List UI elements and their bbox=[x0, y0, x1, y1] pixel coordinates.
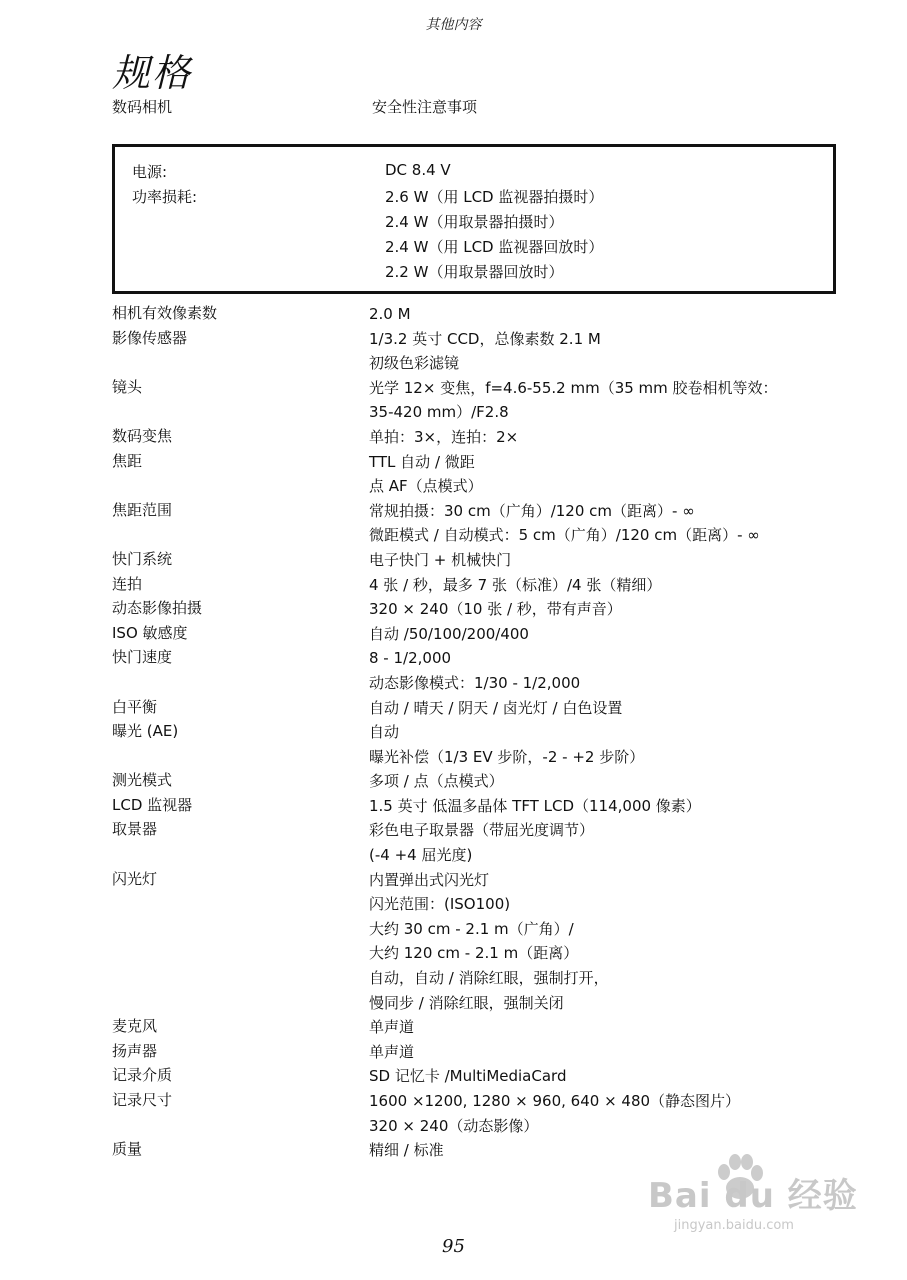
spec-row bbox=[112, 327, 842, 376]
spec-row bbox=[112, 573, 842, 598]
spec-value-line: 多项 / 点（点模式） bbox=[369, 772, 504, 791]
subheading-safety-notes: 安全性注意事项 bbox=[372, 98, 478, 116]
spec-value-line: 1600 ×1200, 1280 × 960, 640 × 480（静态图片） bbox=[369, 1092, 741, 1110]
power-row bbox=[115, 211, 833, 236]
spec-row bbox=[112, 696, 842, 721]
spec-row bbox=[112, 597, 842, 622]
spec-value bbox=[369, 425, 842, 450]
spec-row bbox=[112, 769, 842, 794]
spec-label: 记录介质 bbox=[112, 1066, 173, 1085]
power-row bbox=[115, 186, 833, 211]
spec-label: LCD 监视器 bbox=[112, 795, 193, 814]
spec-value-line: TTL 自动 / 微距 bbox=[369, 452, 475, 471]
spec-value bbox=[369, 794, 842, 819]
spec-label: 连拍 bbox=[112, 574, 143, 593]
spec-value-line: 4 张 / 秒，最多 7 张（标准）/4 张（精细） bbox=[369, 575, 662, 594]
spec-value-line: 2.0 M bbox=[369, 305, 411, 323]
power-spec-box bbox=[112, 144, 836, 294]
power-value: 2.2 W（用取景器回放时） bbox=[385, 263, 564, 281]
spec-label: 质量 bbox=[112, 1140, 143, 1159]
spec-row bbox=[112, 868, 842, 1016]
baidu-jingyan-watermark bbox=[640, 1148, 860, 1258]
spec-label: 数码变焦 bbox=[112, 426, 173, 445]
spec-value bbox=[369, 548, 842, 573]
power-value: DC 8.4 V bbox=[385, 161, 451, 179]
spec-value bbox=[369, 573, 842, 598]
spec-row bbox=[112, 794, 842, 819]
spec-row bbox=[112, 1064, 842, 1089]
spec-row bbox=[112, 818, 842, 867]
spec-row bbox=[112, 1089, 842, 1138]
spec-value-line: 曝光补偿（1/3 EV 步阶，-2 - +2 步阶） bbox=[369, 747, 645, 766]
spec-value bbox=[369, 818, 842, 867]
spec-label: 扬声器 bbox=[112, 1041, 158, 1060]
spec-value-line: 1.5 英寸 低温多晶体 TFT LCD（114,000 像素） bbox=[369, 796, 701, 815]
spec-label: 镜头 bbox=[112, 377, 143, 396]
spec-value-line: 点 AF（点模式） bbox=[369, 477, 483, 496]
page-number: 95 bbox=[442, 1236, 465, 1257]
spec-value-line: 自动 / 晴天 / 阴天 / 卤光灯 / 白色设置 bbox=[369, 698, 623, 717]
spec-row bbox=[112, 720, 842, 769]
spec-value-line: 慢同步 / 消除红眼，强制关闭 bbox=[369, 993, 564, 1012]
power-label: 功率损耗: bbox=[132, 188, 198, 206]
spec-label: 焦距范围 bbox=[112, 500, 173, 519]
spec-value-line: 电子快门 + 机械快门 bbox=[369, 550, 512, 569]
spec-value-line: 微距模式 / 自动模式：5 cm（广角）/120 cm（距离）- ∞ bbox=[369, 526, 760, 545]
spec-row bbox=[112, 450, 842, 499]
spec-value-line: 大约 30 cm - 2.1 m（广角）/ bbox=[369, 919, 574, 938]
spec-label: 记录尺寸 bbox=[112, 1091, 173, 1109]
spec-row bbox=[112, 1015, 842, 1040]
spec-value-line: 自动，自动 / 消除红眼，强制打开， bbox=[369, 969, 609, 988]
spec-value bbox=[369, 376, 842, 425]
spec-value bbox=[369, 1015, 842, 1040]
spec-label: 白平衡 bbox=[112, 697, 158, 716]
subheading-digital-camera: 数码相机 bbox=[112, 98, 173, 116]
spec-label: 动态影像拍摄 bbox=[112, 599, 203, 618]
power-row bbox=[115, 161, 833, 186]
spec-value-line: 初级色彩滤镜 bbox=[369, 354, 460, 373]
spec-label: 快门速度 bbox=[112, 648, 173, 667]
spec-value-line: SD 记忆卡 /MultiMediaCard bbox=[369, 1067, 567, 1086]
spec-value-line: 内置弹出式闪光灯 bbox=[369, 870, 490, 889]
power-label: 电源: bbox=[132, 163, 168, 181]
spec-value-line: 单声道 bbox=[369, 1042, 415, 1061]
spec-value-line: 闪光范围：(ISO100) bbox=[369, 895, 511, 914]
spec-value-line: 大约 120 cm - 2.1 m（距离） bbox=[369, 944, 579, 963]
watermark-logo-text: Bai du 经验 bbox=[648, 1176, 858, 1216]
power-value: 2.4 W（用 LCD 监视器回放时） bbox=[385, 238, 604, 256]
spec-value-line: 常规拍摄：30 cm（广角）/120 cm（距离）- ∞ bbox=[369, 501, 695, 520]
spec-value bbox=[369, 769, 842, 794]
spec-value-line: (-4 +4 屈光度) bbox=[369, 846, 473, 865]
spec-value-line: 单声道 bbox=[369, 1018, 415, 1037]
spec-value-line: 精细 / 标准 bbox=[369, 1141, 444, 1160]
spec-label: 取景器 bbox=[112, 820, 158, 839]
power-value: 2.4 W（用取景器拍摄时） bbox=[385, 213, 564, 231]
spec-value bbox=[369, 868, 842, 1016]
spec-value-line: 1/3.2 英寸 CCD，总像素数 2.1 M bbox=[369, 329, 601, 348]
spec-value-line: 35-420 mm）/F2.8 bbox=[369, 403, 509, 422]
spec-label: 麦克风 bbox=[112, 1017, 158, 1036]
spec-row bbox=[112, 425, 842, 450]
spec-value bbox=[369, 499, 842, 548]
spec-value-line: 自动 /50/100/200/400 bbox=[369, 624, 529, 643]
spec-row bbox=[112, 376, 842, 425]
spec-label: 焦距 bbox=[112, 451, 143, 470]
spec-label: 闪光灯 bbox=[112, 869, 158, 888]
spec-label: ISO 敏感度 bbox=[112, 623, 188, 642]
spec-value bbox=[369, 302, 842, 327]
running-header: 其他内容 bbox=[425, 17, 482, 33]
spec-value-line: 彩色电子取景器（带屈光度调节） bbox=[369, 821, 595, 840]
spec-label: 相机有效像素数 bbox=[112, 304, 218, 322]
spec-label: 测光模式 bbox=[112, 771, 173, 790]
spec-value bbox=[369, 1064, 842, 1089]
spec-row bbox=[112, 499, 842, 548]
spec-value bbox=[369, 1040, 842, 1065]
power-row bbox=[115, 261, 833, 286]
spec-value-line: 320 × 240（10 张 / 秒，带有声音） bbox=[369, 600, 622, 619]
spec-row bbox=[112, 1040, 842, 1065]
watermark-url: jingyan.baidu.com bbox=[674, 1218, 794, 1233]
spec-value bbox=[369, 327, 842, 376]
spec-value-line: 动态影像模式：1/30 - 1/2,000 bbox=[369, 673, 581, 692]
power-value: 2.6 W（用 LCD 监视器拍摄时） bbox=[385, 188, 604, 206]
spec-label: 曝光 (AE) bbox=[112, 722, 179, 741]
spec-value-line: 8 - 1/2,000 bbox=[369, 649, 452, 668]
spec-value bbox=[369, 1089, 842, 1138]
spec-label: 影像传感器 bbox=[112, 328, 188, 347]
spec-value-line: 自动 bbox=[369, 723, 400, 742]
spec-value bbox=[369, 450, 842, 499]
spec-table bbox=[112, 302, 842, 1163]
spec-value bbox=[369, 696, 842, 721]
spec-value bbox=[369, 622, 842, 647]
spec-value-line: 320 × 240（动态影像） bbox=[369, 1116, 539, 1135]
power-row bbox=[115, 236, 833, 261]
spec-value bbox=[369, 646, 842, 695]
spec-row bbox=[112, 548, 842, 573]
spec-value bbox=[369, 720, 842, 769]
spec-value-line: 光学 12× 变焦，f=4.6-55.2 mm（35 mm 胶卷相机等效： bbox=[369, 378, 778, 397]
spec-row bbox=[112, 622, 842, 647]
spec-value-line: 单拍：3×，连拍：2× bbox=[369, 427, 519, 446]
spec-row bbox=[112, 302, 842, 327]
spec-row bbox=[112, 646, 842, 695]
spec-label: 快门系统 bbox=[112, 549, 173, 568]
spec-value bbox=[369, 597, 842, 622]
page-title: 规格 bbox=[112, 51, 193, 95]
